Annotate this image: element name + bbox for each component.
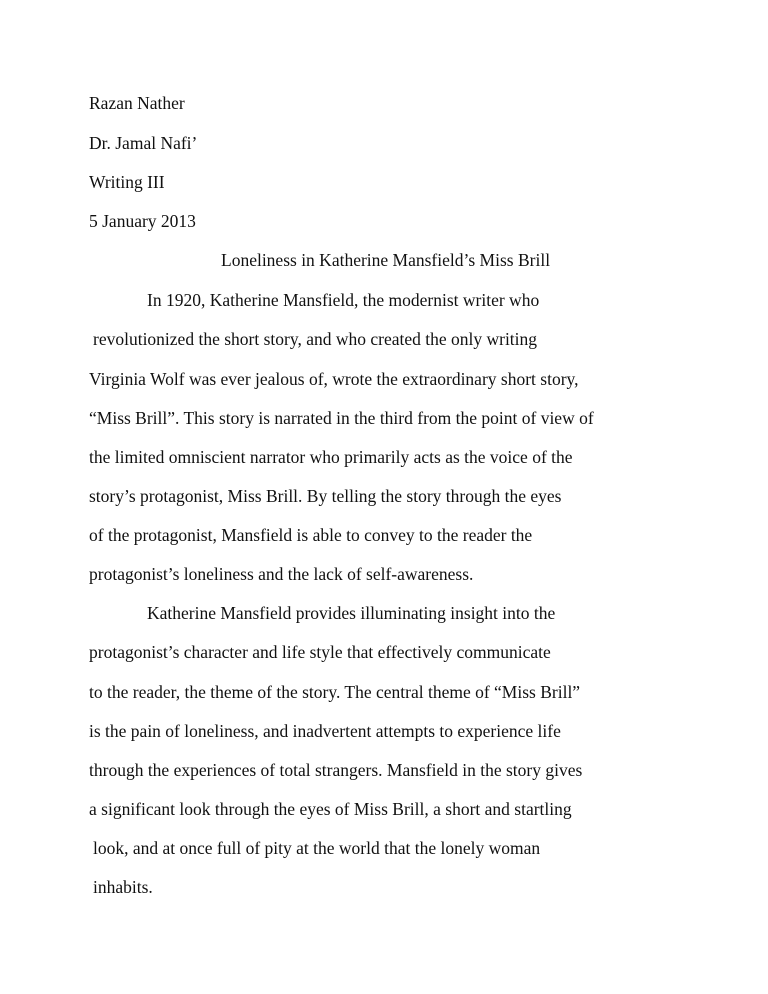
body-line: through the experiences of total strangers. Mansfield in the story gives [89, 760, 583, 780]
essay-date: 5 January 2013 [89, 211, 196, 231]
body-line: Virginia Wolf was ever jealous of, wrote the extraordinary short story, [89, 369, 579, 389]
essay-title: Loneliness in Katherine Mansfield’s Miss Brill [221, 250, 551, 270]
body-line: Katherine Mansfield provides illuminating insight into the [147, 603, 556, 623]
body-line: story’s protagonist, Miss Brill. By telling the story through the eyes [89, 486, 562, 506]
instructor-name: Dr. Jamal Nafi’ [89, 133, 198, 153]
body-line: revolutionized the short story, and who created the only writing [93, 329, 538, 349]
body-line: protagonist’s loneliness and the lack of self-awareness. [89, 564, 474, 584]
body-line: “Miss Brill”. This story is narrated in the third from the point of view of [89, 408, 594, 428]
body-line: to the reader, the theme of the story. The central theme of “Miss Brill” [89, 682, 581, 702]
body-line: look, and at once full of pity at the world that the lonely woman [93, 838, 541, 858]
body-line: protagonist’s character and life style that effectively communicate [89, 642, 551, 662]
body-line: inhabits. [93, 877, 153, 897]
body-line: a significant look through the eyes of Miss Brill, a short and startling [89, 799, 572, 819]
body-line: the limited omniscient narrator who primarily acts as the voice of the [89, 447, 573, 467]
author-name: Razan Nather [89, 93, 185, 113]
course-name: Writing III [89, 172, 165, 192]
body-line: is the pain of loneliness, and inadvertent attempts to experience life [89, 721, 561, 741]
body-line: In 1920, Katherine Mansfield, the modernist writer who [147, 290, 540, 310]
body-line: of the protagonist, Mansfield is able to convey to the reader the [89, 525, 533, 545]
